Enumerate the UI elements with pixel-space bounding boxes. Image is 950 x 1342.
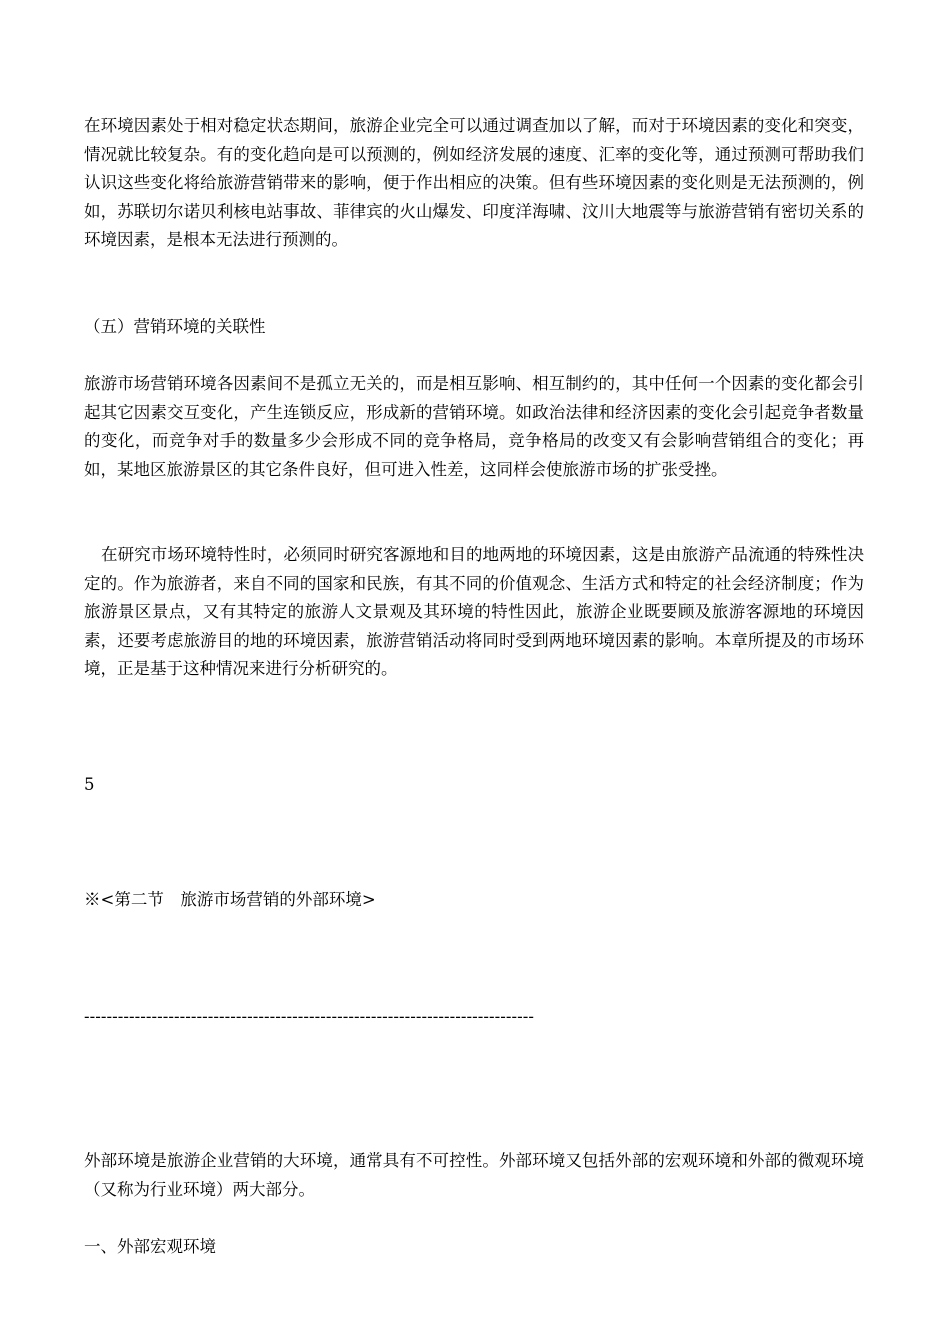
heading-external-macro-environment: 一、外部宏观环境 bbox=[84, 1237, 216, 1256]
heading-marketing-environment-correlation: （五）营销环境的关联性 bbox=[84, 317, 266, 336]
paragraph-research-market-environment: 在研究市场环境特性时，必须同时研究客源地和目的地两地的环境因素，这是由旅游产品流通的特殊性决定的。作为旅游者，来自不同的国家和民族，有其不同的价值观念、生活方式和特定的社会经济制度；作为旅游景区景点，又有其特定的旅游人文景观及其环境的特性因此，旅游企业既要顾及旅游客源地的环境因素，还要考虑旅游目的地的环境因素，旅游营销活动将同时受到两地环境因素的影响。本章所提及的市场环境，正是基于这种情况来进行分析研究的。 bbox=[84, 545, 864, 679]
paragraph-external-environment: 外部环境是旅游企业营销的大环境，通常具有不可控性。外部环境又包括外部的宏观环境和外部的微观环境（又称为行业环境）两大部分。 bbox=[84, 1151, 864, 1199]
paragraph-environment-stability: 在环境因素处于相对稳定状态期间，旅游企业完全可以通过调查加以了解，而对于环境因素的变化和突变，情况就比较复杂。有的变化趋向是可以预测的，例如经济发展的速度、汇率的变化等，通过预测可帮助我们认识这些变化将给旅游营销带来的影响，便于作出相应的决策。但有些环境因素的变化则是无法预测的，例如，苏联切尔诺贝利核电站事故、菲律宾的火山爆发、印度洋海啸、汶川大地震等与旅游营销有密切关系的环境因素，是根本无法进行预测的。 bbox=[84, 116, 864, 250]
separator-line: -------------------------------------------------------------------------------- bbox=[84, 1007, 535, 1026]
section-title: ※<第二节 旅游市场营销的外部环境> bbox=[84, 890, 376, 909]
page-number: 5 bbox=[84, 775, 95, 794]
paragraph-environment-correlation: 旅游市场营销环境各因素间不是孤立无关的，而是相互影响、相互制约的，其中任何一个因素的变化都会引起其它因素交互变化，产生连锁反应，形成新的营销环境。如政治法律和经济因素的变化会引起竞争者数量的变化，而竞争对手的数量多少会形成不同的竞争格局，竞争格局的改变又有会影响营销组合的变化；再如，某地区旅游景区的其它条件良好，但可进入性差，这同样会使旅游市场的扩张受挫。 bbox=[84, 374, 864, 479]
